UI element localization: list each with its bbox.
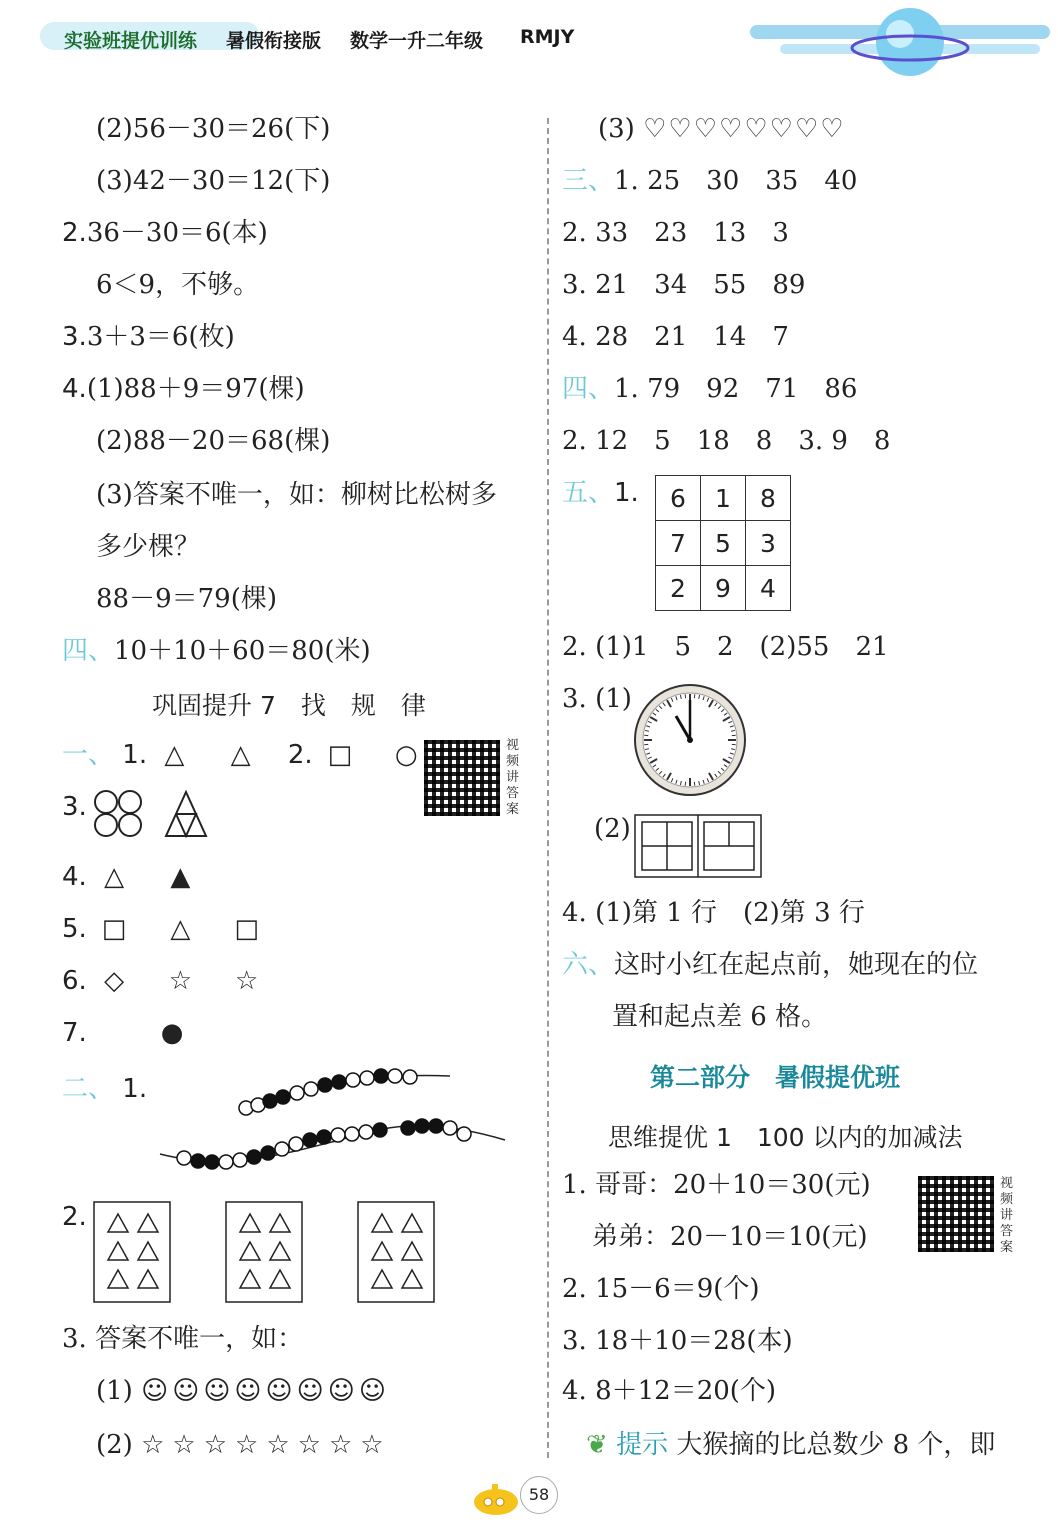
magic-cell: 5: [701, 521, 746, 566]
item-number: 3.: [62, 792, 87, 822]
bead: [457, 1127, 471, 1141]
bead: [332, 1075, 346, 1089]
item-number: 5.: [62, 914, 87, 944]
answer-line: [62, 372, 305, 406]
answer-line: [62, 1072, 147, 1106]
triangle-icon: [402, 1242, 422, 1260]
bead: [233, 1153, 247, 1167]
answer-line: [62, 738, 425, 772]
answer-line: [62, 634, 371, 668]
qr-label: 视频讲答案: [1000, 1176, 1014, 1255]
filled-circle-icon: ●: [160, 1018, 184, 1048]
triangle-box: [94, 1202, 170, 1302]
star-icon: ☆: [168, 966, 192, 996]
answer-line: (3)答案不唯一，如：柳树比松树多: [96, 480, 497, 510]
star-icons: ☆☆☆☆☆☆☆☆: [141, 1430, 392, 1460]
hint-label: 提示: [616, 1430, 669, 1460]
answer-line: 2. 12 5 18 8 3. 9 8: [562, 426, 891, 456]
answer-line: [62, 860, 199, 894]
header-subject: 数学一升二年级: [350, 30, 484, 52]
item-number: 6.: [62, 966, 87, 996]
triangle-icon: [402, 1270, 422, 1288]
bead: [275, 1142, 289, 1156]
answer-line: 置和起点差 6 格。: [612, 1002, 828, 1032]
answer-line: 3. (1): [562, 684, 632, 714]
bead: [345, 1127, 359, 1141]
answer-line: [598, 112, 846, 146]
answer-line: 多少棵？: [96, 532, 201, 562]
bead: [289, 1137, 303, 1151]
item-number: 4.: [62, 374, 87, 404]
triangle-icon: [138, 1214, 158, 1232]
circle-icon: [95, 791, 117, 813]
section-marker: 四、: [562, 374, 615, 404]
answer-line: [562, 164, 857, 198]
bead: [290, 1086, 304, 1100]
bead: [177, 1151, 191, 1165]
triangle-boxes: [92, 1200, 442, 1304]
answer-line: [586, 1428, 995, 1462]
magic-cell: 9: [701, 566, 746, 611]
square-icon: □: [101, 914, 127, 944]
section-marker: 六、: [562, 950, 615, 980]
part-title: 第二部分 暑假提优班: [650, 1063, 901, 1092]
section-title: 巩固提升 7 找 规 律: [152, 691, 426, 720]
answer-text: 36－30＝6(本): [86, 218, 268, 248]
filled-triangle-icon: ▲: [170, 862, 191, 892]
triangle-icon: [402, 1214, 422, 1232]
magic-cell: 8: [746, 476, 791, 521]
triangle-icon: [240, 1214, 260, 1232]
item-label: (3): [598, 114, 635, 144]
answer-line: [62, 216, 268, 250]
pattern-shapes: [94, 788, 214, 840]
bead: [219, 1155, 233, 1169]
answer-line: 6＜9，不够。: [96, 270, 260, 300]
bead: [276, 1090, 290, 1104]
triangle-icon: [108, 1270, 128, 1288]
answer-line: [562, 948, 978, 982]
answer-text: (1)88＋9＝97(棵): [86, 374, 305, 404]
star-icon: ☆: [234, 966, 259, 996]
answer-line: 4. (1)第 1 行 (2)第 3 行: [562, 898, 865, 928]
section-marker: 三、: [562, 166, 615, 196]
item-number: 2.: [287, 740, 313, 770]
answer-line: [62, 1016, 191, 1050]
header-edition: 暑假衔接版: [226, 30, 322, 52]
square-icon: □: [234, 914, 259, 944]
section-marker: 五、: [562, 478, 615, 508]
heart-icons: ♡♡♡♡♡♡♡♡: [643, 114, 846, 144]
item-number: 2.: [62, 218, 87, 248]
bead: [374, 1069, 388, 1083]
triangle-icon: [270, 1242, 290, 1260]
magic-cell: 4: [746, 566, 791, 611]
magic-square: [655, 475, 791, 611]
triangle-icon: [372, 1242, 392, 1260]
column-divider: [547, 118, 549, 1458]
bead: [360, 1071, 374, 1085]
answer-line: [62, 320, 235, 354]
header-code: RMJY: [520, 26, 575, 48]
smiley-icons: ☺☺☺☺☺☺☺☺: [141, 1376, 390, 1406]
circle-icon: ○: [394, 740, 418, 770]
square-icon: □: [327, 740, 353, 770]
bead: [247, 1150, 261, 1164]
bead: [388, 1069, 402, 1083]
qr-code-icon[interactable]: [424, 740, 500, 816]
triangle-box: [226, 1202, 302, 1302]
answer-line: 弟弟：20－10＝10(元): [592, 1222, 868, 1252]
answer-line: [62, 912, 266, 946]
answer-text: 10＋10＋60＝80(米): [114, 636, 371, 666]
answer-text: 3＋3＝6(枚): [86, 322, 235, 352]
circle-icon: [95, 814, 117, 836]
bead-strings: [150, 1062, 520, 1182]
answer-text: 这时小红在起点前，她现在的位: [614, 950, 979, 980]
answer-line: 3. 答案不唯一，如：: [62, 1324, 304, 1354]
item-number: 4.: [62, 862, 87, 892]
triangle-icon: [138, 1270, 158, 1288]
bead: [403, 1070, 417, 1084]
triangle-icon: △: [104, 862, 125, 892]
qr-label: 视频讲答案: [506, 738, 520, 817]
bead: [401, 1121, 415, 1135]
answer-line: 4. 8＋12＝20(个): [562, 1376, 777, 1406]
bead: [317, 1130, 331, 1144]
triangle-icon: △: [230, 740, 251, 770]
clock-icon: [632, 682, 748, 798]
qr-code-icon[interactable]: [918, 1176, 994, 1252]
bead: [429, 1119, 443, 1133]
section-marker: 二、: [62, 1074, 115, 1104]
answer-line: [562, 476, 639, 510]
answer-line: [96, 1374, 390, 1408]
item-number: 1.: [122, 740, 148, 770]
answer-text: 1. 25 30 35 40: [614, 166, 858, 196]
triangle-icon: [138, 1242, 158, 1260]
bead: [263, 1094, 277, 1108]
answer-line: 4. 28 21 14 7: [562, 322, 789, 352]
circle-icon: [119, 791, 141, 813]
item-number: 7.: [62, 1018, 87, 1048]
diamond-icon: ◇: [104, 966, 125, 996]
magic-cell: 3: [746, 521, 791, 566]
answer-line: 3. 18＋10＝28(本): [562, 1326, 793, 1356]
triangle-icon: [240, 1270, 260, 1288]
item-number: 2.: [62, 1202, 87, 1232]
bead: [373, 1123, 387, 1137]
answer-line: (2)88－20＝68(棵): [96, 426, 331, 456]
bead: [443, 1121, 457, 1135]
page-header: [0, 0, 1058, 80]
bead: [318, 1078, 332, 1092]
triangle-icon: [372, 1270, 392, 1288]
section-marker: 四、: [62, 636, 115, 666]
section-title: 思维提优 1 100 以内的加减法: [608, 1123, 963, 1152]
triangle-icon: △: [164, 740, 185, 770]
window-figure: [634, 814, 762, 878]
leaf-icon: ❦: [586, 1430, 608, 1460]
answer-line: 2. 33 23 13 3: [562, 218, 789, 248]
bead: [303, 1133, 317, 1147]
triangle-icon: △: [170, 914, 191, 944]
answer-line: [96, 1428, 392, 1462]
triangle-icon: [240, 1242, 260, 1260]
answer-text: 1. 79 92 71 86: [614, 374, 858, 404]
magic-cell: 1: [701, 476, 746, 521]
bead: [261, 1146, 275, 1160]
answer-line: 1. 哥哥：20＋10＝30(元): [562, 1170, 871, 1200]
bead: [359, 1125, 373, 1139]
answer-line: [62, 964, 266, 998]
answer-line: (2)56－30＝26(下): [96, 114, 331, 144]
item-number: 1.: [614, 478, 639, 508]
item-number: 1.: [122, 1074, 148, 1104]
triangle-icon: [270, 1214, 290, 1232]
header-series: 实验班提优训练: [64, 30, 198, 52]
magic-cell: 2: [656, 566, 701, 611]
section-marker: 一、: [62, 740, 115, 770]
item-label: (2): [96, 1430, 133, 1460]
page-number: 58: [520, 1476, 558, 1514]
circle-icon: [119, 814, 141, 836]
answer-line: [562, 372, 857, 406]
triangle-box: [358, 1202, 434, 1302]
bead: [205, 1155, 219, 1169]
submarine-icon: [470, 1478, 524, 1518]
triangle-icon: [372, 1214, 392, 1232]
triangle-icon: [270, 1270, 290, 1288]
item-number: 3.: [62, 322, 87, 352]
answer-line: 3. 21 34 55 89: [562, 270, 806, 300]
triangle-icon: [108, 1242, 128, 1260]
triangle-icon: [108, 1214, 128, 1232]
magic-cell: 6: [656, 476, 701, 521]
item-label: (1): [96, 1376, 133, 1406]
answer-line: (2): [594, 814, 631, 844]
bead: [191, 1154, 205, 1168]
bead: [331, 1128, 345, 1142]
answer-line: 88－9＝79(棵): [96, 584, 277, 614]
hint-text: 大猴摘的比总数少 8 个，即: [676, 1430, 996, 1460]
answer-line: 2. (1)1 5 2 (2)55 21: [562, 632, 889, 662]
answer-line: 2. 15－6＝9(个): [562, 1274, 760, 1304]
answer-line: (3)42－30＝12(下): [96, 166, 331, 196]
bead: [415, 1119, 429, 1133]
bead: [304, 1082, 318, 1096]
bead: [346, 1073, 360, 1087]
magic-cell: 7: [656, 521, 701, 566]
